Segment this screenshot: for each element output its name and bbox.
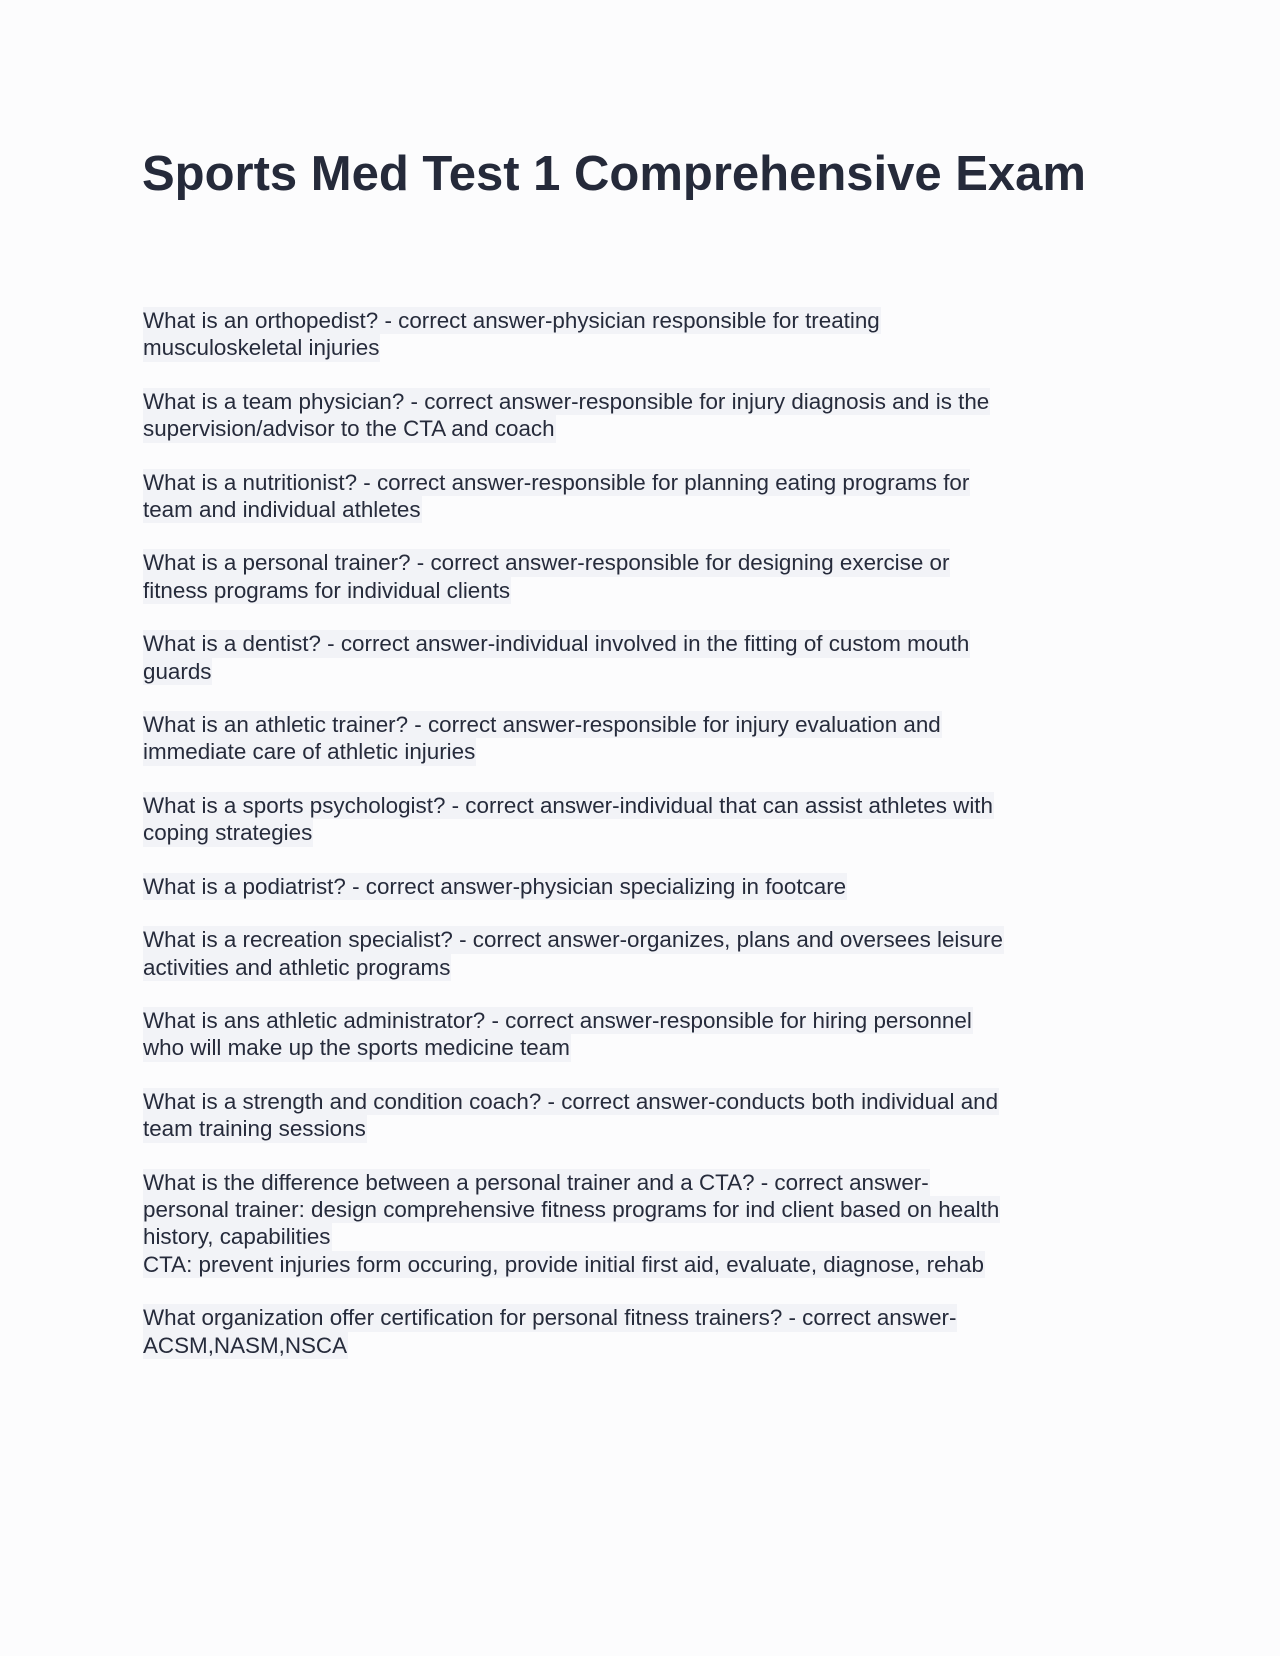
qa-line: What is a sports psychologist? - correct answer-individual that can assist athletes with <box>143 792 993 818</box>
qa-item-orthopedist <box>143 307 1143 362</box>
qa-item-certification-orgs <box>143 1304 1143 1359</box>
qa-line: team and individual athletes <box>143 497 421 523</box>
qa-item-sports-psychologist <box>143 792 1143 847</box>
qa-item-dentist <box>143 630 1143 685</box>
qa-item-team-physician <box>143 388 1143 443</box>
qa-line: What is a team physician? - correct answer-responsible for injury diagnosis and is the <box>143 388 990 414</box>
qa-line: What is the difference between a personal trainer and a CTA? - correct answer- <box>143 1169 929 1195</box>
qa-line: history, capabilities <box>143 1224 331 1250</box>
qa-line: What is an orthopedist? - correct answer-physician responsible for treating <box>143 308 880 333</box>
qa-item-trainer-vs-cta <box>143 1169 1143 1279</box>
qa-item-personal-trainer <box>143 549 1143 604</box>
qa-line: musculoskeletal injuries <box>143 335 380 361</box>
qa-line: What is a podiatrist? - correct answer-physician specializing in footcare <box>143 873 847 899</box>
qa-line: What is a personal trainer? - correct answer-responsible for designing exercise or <box>143 550 950 576</box>
qa-line: What is an athletic trainer? - correct answer-responsible for injury evaluation and <box>143 712 941 738</box>
qa-item-recreation-specialist <box>143 926 1143 981</box>
qa-line: What is a strength and condition coach? - correct answer-conducts both individual and <box>143 1088 999 1114</box>
qa-line: immediate care of athletic injuries <box>143 739 476 765</box>
qa-line: activities and athletic programs <box>143 954 451 980</box>
qa-item-nutritionist <box>143 469 1143 524</box>
qa-line: What is a nutritionist? - correct answer-responsible for planning eating programs for <box>143 469 970 495</box>
qa-line: personal trainer: design comprehensive fitness programs for ind client based on health <box>143 1196 1000 1222</box>
qa-line: ACSM,NASM,NSCA <box>143 1332 348 1358</box>
page-title: Sports Med Test 1 Comprehensive Exam <box>142 147 1086 201</box>
qa-line: guards <box>143 658 212 684</box>
qa-line: team training sessions <box>143 1116 366 1142</box>
qa-item-athletic-trainer <box>143 711 1143 766</box>
qa-item-podiatrist <box>143 873 1143 900</box>
qa-line: coping strategies <box>143 820 313 846</box>
qa-line: What organization offer certification for personal fitness trainers? - correct answer- <box>143 1305 957 1331</box>
qa-line: fitness programs for individual clients <box>143 577 511 603</box>
qa-line: who will make up the sports medicine team <box>143 1035 570 1061</box>
qa-line: CTA: prevent injuries form occuring, provide initial first aid, evaluate, diagnose, rehab <box>143 1251 984 1277</box>
qa-line: supervision/advisor to the CTA and coach <box>143 416 555 442</box>
qa-line: What is ans athletic administrator? - correct answer-responsible for hiring personnel <box>143 1007 972 1033</box>
qa-line: What is a recreation specialist? - correct answer-organizes, plans and oversees leisure <box>143 927 1003 953</box>
qa-list <box>143 307 1143 1385</box>
qa-item-strength-coach <box>143 1088 1143 1143</box>
qa-item-athletic-administrator <box>143 1007 1143 1062</box>
qa-line: What is a dentist? - correct answer-individual involved in the fitting of custom mouth <box>143 631 970 657</box>
